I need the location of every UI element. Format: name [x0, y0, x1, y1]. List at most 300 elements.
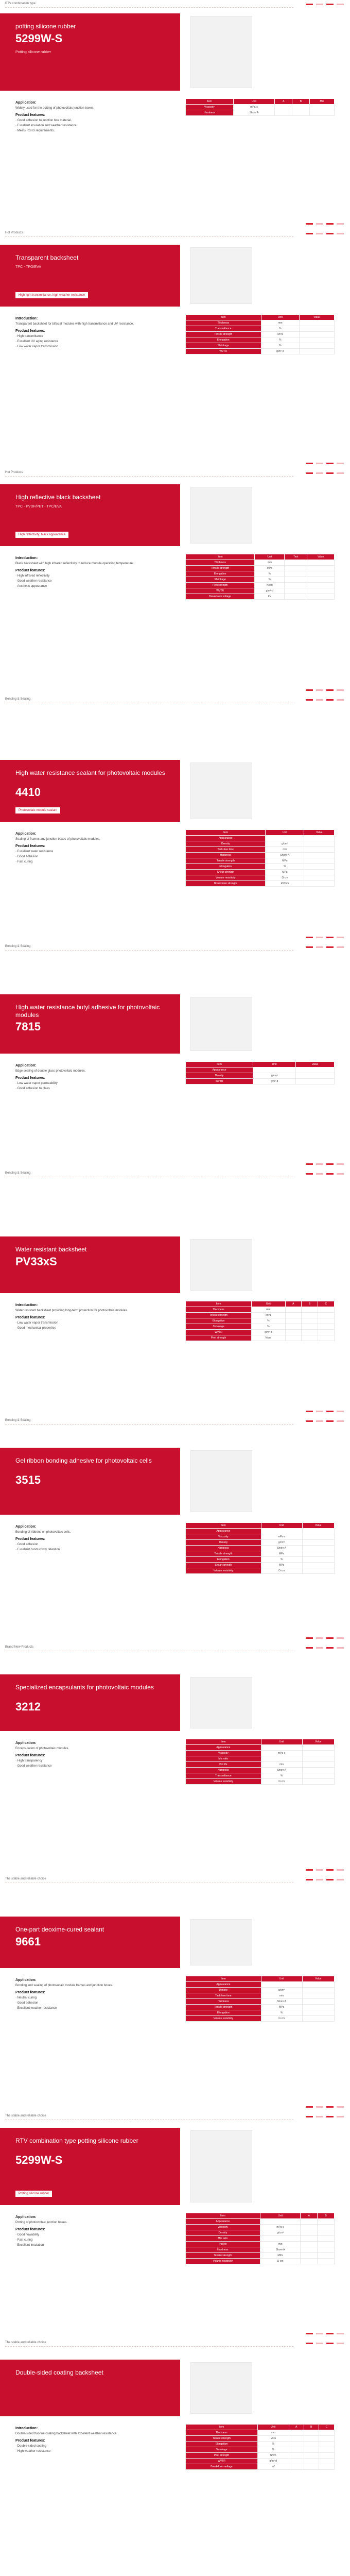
spec-table-header	[186, 1301, 335, 1307]
spec-table-row	[186, 1534, 335, 1540]
decor-bar	[316, 1879, 323, 1880]
spec-table-cell	[304, 2442, 319, 2447]
product-banner	[0, 760, 180, 822]
features-heading: Product features:	[15, 844, 45, 848]
application-text: Black backsheet with high infrared reflectivity to reduce module operating temperature.	[15, 562, 134, 565]
decor-bar	[306, 1647, 313, 1649]
spec-table-cell	[302, 1982, 335, 1988]
section-kicker: Hot Products	[5, 231, 23, 234]
spec-table-cell	[253, 1067, 296, 1073]
spec-table-cell	[292, 110, 310, 116]
spec-table-row	[186, 2236, 335, 2242]
feature-item: · Low water vapor transmission	[15, 345, 59, 348]
spec-table-cell: Hardness	[186, 2247, 260, 2253]
spec-table-cell	[289, 2430, 304, 2436]
product-banner	[0, 2360, 180, 2416]
spec-table-cell	[302, 1762, 335, 1768]
spec-table-cell	[318, 1318, 334, 1324]
spec-table-cell: Hardness	[186, 1546, 261, 1551]
section-kicker: Bonding & Sealing	[5, 945, 31, 948]
spec-table-header	[186, 2213, 335, 2219]
section-topbar	[0, 469, 350, 478]
product-text	[15, 1064, 165, 1092]
spec-table-cell	[302, 1773, 335, 1779]
spec-table-cell	[300, 343, 335, 349]
spec-table-cell	[304, 847, 335, 853]
product-title: Specialized encapsulants for photovoltaic modules	[15, 1684, 154, 1691]
spec-table-cell: Shore A	[261, 1768, 302, 1773]
spec-table-cell	[260, 2236, 301, 2242]
spec-table-cell	[302, 2005, 335, 2010]
product-model: 4410	[15, 786, 41, 799]
section-divider	[5, 950, 293, 951]
decor-bar	[316, 223, 323, 225]
decor-bar	[326, 1879, 334, 1880]
feature-item: · Excellent weather resistance	[15, 2007, 57, 2010]
spec-table-cell	[302, 1768, 335, 1773]
product-chip: Photovoltaic module sealant	[15, 807, 60, 814]
spec-table	[185, 2213, 335, 2264]
decor-bars	[306, 472, 344, 474]
feature-item: · Fast curing	[15, 2239, 33, 2242]
product-text	[15, 1303, 165, 1331]
spec-table-cell: Mix ratio	[186, 2236, 260, 2242]
spec-table-cell	[318, 1330, 334, 1335]
decor-bar	[316, 1163, 323, 1165]
application-text: Encapsulation of photovoltaic modules.	[15, 1747, 69, 1750]
decor-bar	[337, 463, 344, 464]
decor-bar	[316, 2333, 323, 2334]
decor-bar	[316, 463, 323, 464]
spec-table-cell: Density	[186, 1073, 253, 1079]
spec-table-cell: g/m²·d	[255, 588, 285, 594]
spec-table-cell: Density	[186, 1540, 261, 1546]
spec-table-row	[186, 1067, 335, 1073]
spec-table-cell: %	[255, 577, 285, 583]
spec-table-cell: Elongation	[186, 2442, 258, 2447]
decor-bars	[306, 1647, 344, 1649]
decor-bar	[326, 2116, 334, 2117]
decor-bar	[337, 946, 344, 948]
spec-table-cell: Tensile strength	[186, 1313, 252, 1318]
spec-table-column-header: Item	[186, 2425, 258, 2430]
spec-table-cell	[318, 2259, 335, 2264]
application-text: Edge sealing of double glass photovoltaic modules.	[15, 1070, 86, 1073]
spec-table-column-header: Value	[302, 1976, 335, 1982]
spec-table-cell	[289, 2464, 304, 2470]
spec-table-row	[186, 2219, 335, 2225]
spec-table-cell: Elongation	[186, 864, 266, 870]
product-section	[0, 469, 350, 696]
feature-item: · High infrared reflectivity	[15, 574, 50, 578]
section-kicker: Hot Products	[5, 471, 23, 474]
decor-bar	[326, 946, 334, 948]
features-heading: Product features:	[15, 1537, 45, 1541]
spec-table-cell	[302, 1756, 335, 1762]
spec-table	[185, 554, 335, 600]
spec-table-cell: Thickness	[186, 320, 261, 326]
decor-bars	[306, 2116, 344, 2117]
spec-table-row	[186, 1324, 335, 1330]
spec-table-cell: %	[261, 1773, 302, 1779]
feature-item: · Good weather resistance	[15, 1765, 52, 1768]
decor-bar	[306, 1411, 313, 1412]
spec-table-cell	[285, 1318, 302, 1324]
spec-table-row	[186, 1073, 335, 1079]
application-text: Widely used for the potting of photovoltaic junction boxes.	[15, 107, 95, 110]
product-title: High water resistance sealant for photovoltaic modules	[15, 769, 165, 776]
spec-table-row	[186, 320, 335, 326]
spec-table-row	[186, 853, 335, 858]
product-section	[0, 1643, 350, 1875]
product-banner	[0, 1674, 180, 1731]
application-heading: Introduction:	[15, 2427, 38, 2430]
feature-item: · High transparency	[15, 1759, 43, 1762]
spec-table-row	[186, 1779, 335, 1785]
decor-bar	[337, 699, 344, 701]
spec-table-cell: Hardness	[186, 853, 266, 858]
footer-decor-bars	[306, 937, 344, 938]
feature-item: · High transmittance	[15, 335, 43, 338]
spec-table-column-header: Unit	[253, 1062, 296, 1067]
decor-bar	[326, 937, 334, 938]
spec-table-cell	[302, 1330, 318, 1335]
features-heading: Product features:	[15, 1316, 45, 1319]
spec-table-row	[186, 1768, 335, 1773]
spec-table	[185, 1976, 335, 2022]
decor-bars	[306, 1173, 344, 1175]
decor-bars	[306, 2343, 344, 2344]
spec-table-cell	[304, 2453, 319, 2459]
footer-decor-bars	[306, 1869, 344, 1871]
product-title: High reflective black backsheet	[15, 494, 101, 501]
spec-table-row	[186, 566, 335, 571]
decor-bar	[326, 1163, 334, 1165]
spec-table-cell: g/cm³	[253, 1073, 296, 1079]
spec-table-cell: MPa	[266, 858, 304, 864]
spec-table-cell	[319, 2430, 334, 2436]
spec-table-cell	[304, 881, 335, 887]
spec-table-cell	[300, 349, 335, 354]
spec-table-cell: g/m²·d	[253, 1079, 296, 1084]
spec-table-cell: mm	[255, 560, 285, 566]
spec-table-cell: mm	[261, 320, 300, 326]
spec-table-cell: g/cm³	[260, 2230, 301, 2236]
spec-table-cell	[302, 1999, 335, 2005]
decor-bar	[326, 463, 334, 464]
spec-table-cell: Ω·cm	[261, 1568, 302, 1574]
feature-item: · Aesthetic appearance	[15, 585, 47, 588]
spec-table-cell: %	[255, 571, 285, 577]
spec-table-column-header: A	[275, 99, 292, 105]
spec-table-cell: Breakdown voltage	[186, 2464, 258, 2470]
spec-table-cell: Mix ratio	[186, 1756, 261, 1762]
spec-table-cell	[260, 2219, 301, 2225]
spec-table-cell: Elongation	[186, 1318, 252, 1324]
decor-bar	[337, 1637, 344, 1639]
spec-table-row	[186, 881, 335, 887]
spec-table-cell: Breakdown strength	[186, 881, 266, 887]
application-text: Water resistant backsheet providing long-term protection for photovoltaic modules.	[15, 1309, 128, 1312]
product-model: PV33xS	[15, 1255, 57, 1268]
spec-table-cell: Tensile strength	[186, 1551, 261, 1557]
spec-table-cell	[302, 1324, 318, 1330]
spec-table-row	[186, 2436, 335, 2442]
decor-bar	[326, 699, 334, 701]
spec-table-cell: Appearance	[186, 2219, 260, 2225]
spec-table-cell	[285, 1307, 302, 1313]
application-text: Sealing of frames and junction boxes of photovoltaic modules.	[15, 838, 100, 841]
spec-table-cell: g/m²·d	[261, 349, 300, 354]
spec-table-cell	[302, 1529, 335, 1534]
application-heading: Introduction:	[15, 317, 38, 320]
section-divider	[5, 236, 293, 237]
spec-table-column-header: A	[285, 1301, 302, 1307]
spec-table-column-header: Item	[186, 1523, 261, 1529]
decor-bar	[326, 472, 334, 474]
spec-table-row	[186, 571, 335, 577]
decor-bar	[306, 1163, 313, 1165]
spec-table-cell: N/cm	[257, 2453, 289, 2459]
spec-table-column-header: A	[301, 2213, 318, 2219]
feature-item: · Good adhesion to glass	[15, 1087, 50, 1090]
product-text	[15, 1741, 165, 1769]
section-divider	[5, 1424, 293, 1425]
spec-table-cell	[275, 110, 292, 116]
product-model: 5299W-S	[15, 32, 63, 45]
spec-table-row	[186, 1529, 335, 1534]
product-section	[0, 696, 350, 943]
decor-bar	[326, 223, 334, 225]
decor-bars	[306, 1879, 344, 1880]
spec-table-cell	[285, 577, 307, 583]
spec-table-cell	[300, 337, 335, 343]
application-text: Transparent backsheet for bifacial modules with high transmittance and UV resistance.	[15, 323, 134, 326]
product-section	[0, 229, 350, 469]
decor-bar	[337, 1420, 344, 1422]
product-chip: High reflectivity, black appearance	[15, 532, 68, 538]
decor-bar	[306, 699, 313, 701]
spec-table-cell: Viscosity	[186, 1751, 261, 1756]
application-heading: Introduction:	[15, 556, 38, 560]
spec-table-cell	[302, 1546, 335, 1551]
spec-table-cell: g/m²·d	[257, 2459, 289, 2464]
product-image	[190, 2130, 252, 2202]
spec-table-row	[186, 1993, 335, 1999]
spec-table-cell	[318, 1335, 334, 1341]
spec-table-cell	[295, 1067, 334, 1073]
feature-item: · Good adhesion	[15, 2002, 39, 2005]
product-title: Transparent backsheet	[15, 254, 79, 261]
section-topbar	[0, 229, 350, 239]
spec-table-cell	[318, 1313, 334, 1318]
spec-table-row	[186, 2442, 335, 2447]
spec-table	[185, 1301, 335, 1341]
spec-table-column-header: B	[318, 2213, 335, 2219]
spec-table-cell: Tensile strength	[186, 332, 261, 337]
spec-table-row	[186, 2459, 335, 2464]
section-kicker: Bonding & Sealing	[5, 698, 31, 701]
product-section	[0, 1875, 350, 2112]
spec-table-column-header: Value	[295, 1062, 334, 1067]
application-heading: Application:	[15, 1525, 37, 1529]
decor-bar	[306, 4, 313, 5]
spec-table	[185, 98, 335, 116]
spec-table-row	[186, 2005, 335, 2010]
spec-table-cell: Viscosity	[186, 105, 234, 110]
decor-bar	[326, 1869, 334, 1871]
spec-table-column-header: Item	[186, 315, 261, 320]
application-heading: Application:	[15, 101, 37, 105]
spec-table-cell	[266, 836, 304, 841]
spec-table-column-header: Item	[186, 1062, 253, 1067]
spec-table-cell	[300, 332, 335, 337]
spec-table-header	[186, 2425, 335, 2430]
application-text: Potting of photovoltaic junction boxes.	[15, 2221, 67, 2224]
section-divider	[5, 7, 293, 8]
spec-table-cell: MPa	[261, 1551, 302, 1557]
application-heading: Introduction:	[15, 1303, 38, 1307]
spec-table-cell: Viscosity	[186, 2225, 260, 2230]
decor-bar	[306, 937, 313, 938]
spec-table-cell	[302, 1313, 318, 1318]
spec-table-column-header: Item	[186, 1301, 252, 1307]
spec-table-column-header: Item	[186, 830, 266, 836]
spec-table-cell: %	[261, 1557, 302, 1563]
spec-table-column-header: Item	[186, 1976, 261, 1982]
spec-table-cell	[285, 1324, 302, 1330]
spec-table-row	[186, 1773, 335, 1779]
spec-table-cell	[300, 326, 335, 332]
spec-table-column-header: Item	[186, 554, 255, 560]
spec-table-cell: Appearance	[186, 1745, 261, 1751]
decor-bar	[326, 233, 334, 234]
product-banner	[0, 994, 180, 1054]
spec-table-cell	[289, 2442, 304, 2447]
features-heading: Product features:	[15, 113, 45, 117]
decor-bar	[337, 472, 344, 474]
product-subtitle: TPC - PVDF/PET - TPC/EVA	[15, 505, 62, 509]
spec-table-cell: %	[266, 864, 304, 870]
decor-bar	[316, 1420, 323, 1422]
decor-bar	[316, 689, 323, 691]
spec-table-header	[186, 99, 335, 105]
decor-bar	[326, 1647, 334, 1649]
spec-table-cell	[302, 1307, 318, 1313]
spec-table-header	[186, 830, 335, 836]
decor-bar	[337, 1173, 344, 1175]
spec-table-cell	[302, 2010, 335, 2016]
spec-table-cell	[302, 1993, 335, 1999]
section-topbar	[0, 1875, 350, 1885]
decor-bars	[306, 4, 344, 5]
spec-table-column-header: B	[302, 1301, 318, 1307]
product-title: Gel ribbon bonding adhesive for photovoltaic cells	[15, 1457, 152, 1464]
decor-bar	[316, 1173, 323, 1175]
spec-table-cell: %	[257, 2447, 289, 2453]
spec-table-cell: Tensile strength	[186, 566, 255, 571]
spec-table-cell: N/cm	[255, 583, 285, 588]
spec-table-cell: WVTR	[186, 349, 261, 354]
product-title: potting silicone rubber	[15, 23, 76, 30]
decor-bar	[306, 1420, 313, 1422]
spec-table-cell: mPa·s	[261, 1751, 302, 1756]
spec-table-cell: min	[260, 2242, 301, 2247]
product-subtitle: Potting silicone rubber	[15, 50, 51, 54]
section-topbar	[0, 2339, 350, 2348]
spec-table-cell: Elongation	[186, 1557, 261, 1563]
spec-table-cell: Appearance	[186, 1067, 253, 1073]
product-model: 5299W-S	[15, 2154, 63, 2166]
spec-table-cell	[309, 105, 334, 110]
spec-table-cell	[301, 2219, 318, 2225]
spec-table-cell	[285, 560, 307, 566]
spec-table-cell: Breakdown voltage	[186, 594, 255, 600]
spec-table-cell	[319, 2442, 334, 2447]
spec-table-cell: MPa	[257, 2436, 289, 2442]
decor-bar	[306, 1173, 313, 1175]
spec-table-row	[186, 588, 335, 594]
product-banner	[0, 245, 180, 307]
spec-table-cell	[261, 1756, 302, 1762]
spec-table-cell	[302, 1540, 335, 1546]
spec-table-cell	[301, 2225, 318, 2230]
product-chip: High light transmittance, high weather resistance	[15, 292, 88, 298]
product-banner	[0, 1236, 180, 1293]
decor-bar	[316, 699, 323, 701]
feature-item: · Good adhesion	[15, 855, 39, 858]
spec-table-cell	[261, 1745, 302, 1751]
footer-decor-bars	[306, 689, 344, 691]
spec-table-cell: WVTR	[186, 1079, 253, 1084]
spec-table-cell: %	[261, 337, 300, 343]
spec-table-column-header: Unit	[261, 315, 300, 320]
spec-table-cell: Elongation	[186, 337, 261, 343]
application-heading: Application:	[15, 2215, 37, 2219]
spec-table-cell	[319, 2464, 334, 2470]
spec-table-cell	[307, 566, 335, 571]
spec-table-cell: MPa	[261, 332, 300, 337]
footer-decor-bars	[306, 1411, 344, 1412]
spec-table-column-header: Value	[304, 830, 335, 836]
features-heading: Product features:	[15, 1991, 45, 1994]
spec-table-header	[186, 1976, 335, 1982]
spec-table-cell: Shear strength	[186, 1563, 261, 1568]
decor-bar	[337, 1647, 344, 1649]
spec-table-header	[186, 1739, 335, 1745]
spec-table-cell	[318, 2253, 335, 2259]
spec-table-cell	[285, 571, 307, 577]
decor-bar	[316, 1411, 323, 1412]
spec-table-row	[186, 2225, 335, 2230]
decor-bar	[337, 937, 344, 938]
spec-table-cell	[318, 2247, 335, 2253]
product-subtitle: TPC - TPO/EVA	[15, 265, 41, 269]
spec-table-cell: Peel strength	[186, 583, 255, 588]
spec-table-row	[186, 1568, 335, 1574]
spec-table-cell: Peel strength	[186, 2453, 258, 2459]
application-heading: Application:	[15, 1064, 37, 1067]
decor-bars	[306, 946, 344, 948]
spec-table-column-header: A	[289, 2425, 304, 2430]
spec-table-cell: Shrinkage	[186, 2447, 258, 2453]
section-kicker: Brand New Products	[5, 1646, 34, 1649]
spec-table	[185, 2424, 335, 2470]
spec-table-column-header: Item	[186, 1739, 261, 1745]
spec-table-cell	[292, 105, 310, 110]
decor-bar	[306, 689, 313, 691]
spec-table-column-header: Value	[302, 1739, 335, 1745]
